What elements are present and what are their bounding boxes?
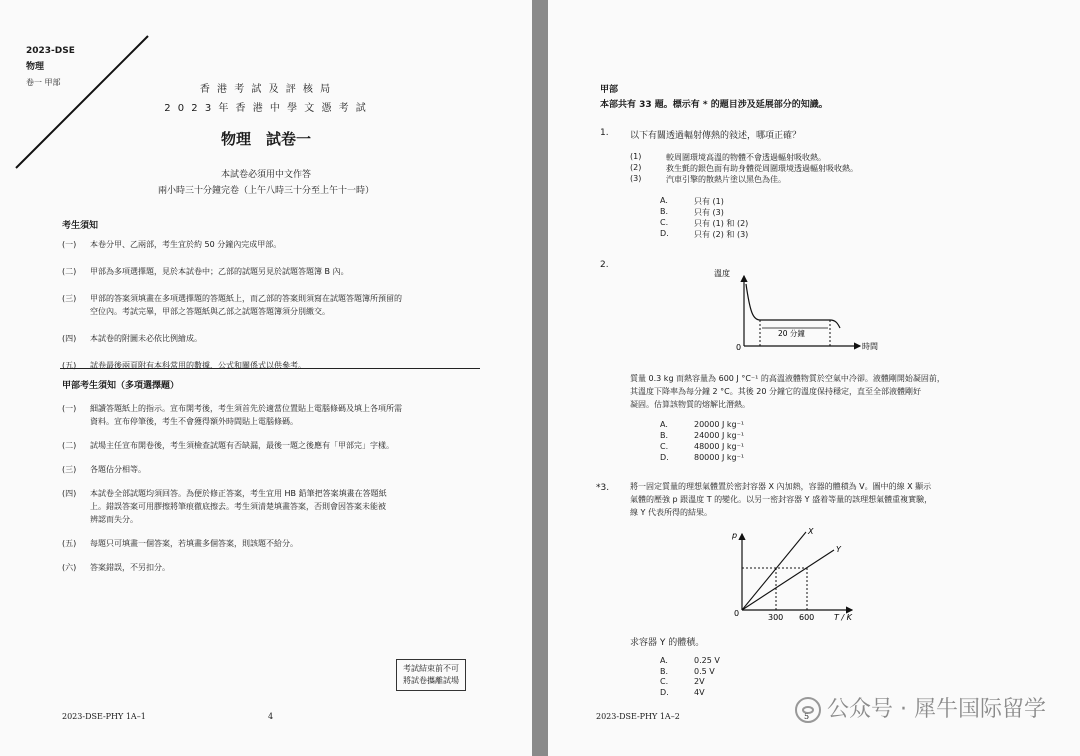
option-text: 只有 (1) 和 (2)	[694, 219, 749, 228]
option-text: 80000 J kg⁻¹	[694, 453, 745, 462]
q3-line-x	[742, 532, 806, 610]
q2-span-label: 20 分鐘	[778, 329, 805, 338]
option-text: 只有 (2) 和 (3)	[694, 230, 749, 239]
item-number: (五)	[62, 361, 77, 370]
page-number: 4	[268, 712, 274, 721]
option-text: 20000 J kg⁻¹	[694, 420, 745, 429]
option-letter: B.	[660, 431, 669, 440]
item-text: 辨認而失分。	[90, 515, 138, 524]
item-text: 各題佔分相等。	[90, 465, 146, 474]
q1-stem: 以下有關透過輻射傳熱的敍述，哪項正確？	[630, 131, 802, 141]
notice-box: 考試結束前不可 將試卷攜離試場	[396, 659, 466, 691]
instructions-heading: 考生須知	[62, 221, 99, 231]
q3-x-label: T / K	[834, 613, 852, 622]
item-number: (四)	[62, 334, 77, 343]
option-text: 只有 (3)	[694, 208, 724, 217]
item-text: 空位內。考試完畢，甲部之答題紙與乙部之試題答題簿須分別繳交。	[90, 307, 330, 316]
stem-line: 將一固定質量的理想氣體置於密封容器 X 內加熱，容器的體積為 V。圖中的線 X 顯示	[630, 482, 932, 491]
item-text: 本試卷的附圖未必依比例繪成。	[90, 334, 202, 343]
language-note: 本試卷必須用中文作答	[220, 170, 311, 180]
option-text: 4V	[694, 687, 705, 697]
q3-y-label: p	[732, 531, 738, 540]
option-letter: D.	[660, 229, 669, 238]
item-text: 試場主任宣布開卷後，考生須檢查試題有否缺漏，最後一題之後應有「甲部完」字樣。	[90, 441, 394, 450]
option-text: 0.5 V	[694, 666, 715, 676]
item-number: (三)	[62, 465, 77, 474]
option-text: 24000 J kg⁻¹	[694, 431, 745, 440]
item-text: 每題只可填畫一個答案，若填畫多個答案，則該題不給分。	[90, 539, 298, 548]
stem-line: 氣體的壓強 p 跟溫度 T 的變化。以另一密封容器 Y 盛着等量的該理想氣體重複實驗，	[630, 495, 933, 504]
paper-title: 物理 試卷一	[220, 130, 311, 148]
statement-number: (3)	[630, 174, 642, 183]
statement-text: 汽車引擎的散熱片塗以黑色為佳。	[666, 175, 786, 184]
item-text: 試卷最後兩頁附有本科常用的數據、公式和關係式以供參考。	[90, 361, 306, 370]
mc-instructions-heading: 甲部考生須知（多項選擇題）	[62, 381, 180, 391]
exam-authority: 香 港 考 試 及 評 核 局	[199, 84, 333, 95]
watermark: 公众号 · 犀牛国际留学	[795, 692, 1046, 723]
option-letter: D.	[660, 453, 669, 462]
q3-number: *3.	[596, 483, 610, 493]
option-text: 0.25 V	[694, 656, 720, 665]
time-note: 兩小時三十分鐘完卷（上午八時三十分至上午十一時）	[157, 186, 374, 196]
option-letter: A.	[660, 656, 668, 665]
section-title: 甲部	[600, 85, 619, 95]
stem-line: 質量 0.3 kg 而熱容量為 600 J °C⁻¹ 的高溫液體物質於空氣中冷卻。液體剛開始凝固前，	[630, 374, 945, 383]
q3-label-x: X	[808, 527, 814, 536]
item-text: 甲部為多項選擇題，見於本試卷中；乙部的試題另見於試題答題簿 B 內。	[90, 267, 349, 276]
item-number: (一)	[62, 404, 77, 413]
q2-y-label: 溫度	[714, 269, 730, 278]
stem-line: 線 Y 代表所得的結果。	[630, 508, 712, 517]
header-code: 2023-DSE	[26, 46, 75, 56]
item-text: 本卷分甲、乙兩部，考生宜於約 50 分鐘內完成甲部。	[90, 240, 282, 249]
option-letter: C.	[660, 677, 669, 686]
q2-x-label: 時間	[862, 342, 878, 351]
header-subject: 物理	[26, 62, 45, 72]
item-text: 甲部的答案須填畫在多項選擇題的答題紙上，而乙部的答案則須寫在試題答題簿所預留的	[90, 294, 402, 303]
item-number: (二)	[62, 441, 77, 450]
option-text: 48000 J kg⁻¹	[694, 442, 745, 451]
statement-text: 較周圍環境高溫的物體不會透過輻射吸收熱。	[666, 153, 826, 162]
item-number: (二)	[62, 267, 77, 276]
item-text: 資料。宣布停筆後，考生不會獲得額外時間貼上電腦條碼。	[90, 417, 298, 426]
option-letter: C.	[660, 442, 669, 451]
item-number: (一)	[62, 240, 77, 249]
footer-code-right: 2023-DSE-PHY 1A–2	[596, 712, 680, 721]
q1-number: 1.	[600, 128, 609, 138]
q2-number: 2.	[600, 260, 609, 270]
q2-cooling-graph	[698, 262, 888, 354]
section-note: 本部共有 33 題。標示有 * 的題目涉及延展部分的知識。	[600, 100, 828, 110]
statement-number: (1)	[630, 152, 642, 161]
q3-line-y	[742, 550, 834, 610]
q3-tick-300: 300	[768, 613, 784, 622]
option-letter: A.	[660, 196, 668, 205]
item-text: 上。錯誤答案可用膠擦將筆痕徹底擦去。考生須清楚填畫答案，否則會因答案未能被	[90, 502, 386, 511]
footer-code: 2023-DSE-PHY 1A–1	[62, 712, 146, 721]
option-text: 只有 (1)	[694, 197, 724, 206]
statement-number: (2)	[630, 163, 642, 172]
option-text: 2V	[694, 677, 705, 686]
item-text: 細讀答題紙上的指示。宣布開考後，考生須首先於適當位置貼上電腦條碼及填上各項所需	[90, 404, 402, 413]
item-text: 答案錯誤，不另扣分。	[90, 563, 170, 572]
q3-origin: 0	[734, 609, 740, 618]
exam-cover-page	[0, 0, 532, 756]
q3-pt-graph	[722, 526, 872, 622]
q2-origin: 0	[736, 343, 742, 352]
q3-label-y: Y	[836, 545, 841, 554]
item-number: (四)	[62, 489, 77, 498]
q3-question: 求容器 Y 的體積。	[630, 638, 705, 648]
statement-text: 救生氈的銀色面有助身體從周圍環境透過輻射吸收熱。	[666, 164, 858, 173]
stem-line: 其溫度下降率為每分鐘 2 °C。其後 20 分鐘它的溫度保持穩定，直至全部液體剛好	[630, 387, 922, 396]
item-text: 本試卷全部試題均須回答。為便於修正答案，考生宜用 HB 鉛筆把答案填畫在答題紙	[90, 489, 387, 498]
item-number: (六)	[62, 563, 77, 572]
q3-tick-600: 600	[799, 613, 815, 622]
exam-name: 2 0 2 3 年 香 港 中 學 文 憑 考 試	[164, 103, 368, 114]
option-letter: B.	[660, 207, 669, 216]
option-letter: C.	[660, 218, 669, 227]
item-number: (三)	[62, 294, 77, 303]
stem-line: 凝固。估算該物質的熔解比潛熱。	[630, 400, 750, 409]
question-page	[548, 0, 1080, 756]
header-paper: 卷一 甲部	[26, 78, 61, 87]
option-letter: D.	[660, 687, 669, 697]
item-number: (五)	[62, 539, 77, 548]
wechat-icon	[795, 697, 821, 723]
option-letter: A.	[660, 420, 668, 429]
page-number-right: 5	[804, 712, 810, 721]
option-letter: B.	[660, 666, 669, 676]
divider	[60, 368, 480, 369]
